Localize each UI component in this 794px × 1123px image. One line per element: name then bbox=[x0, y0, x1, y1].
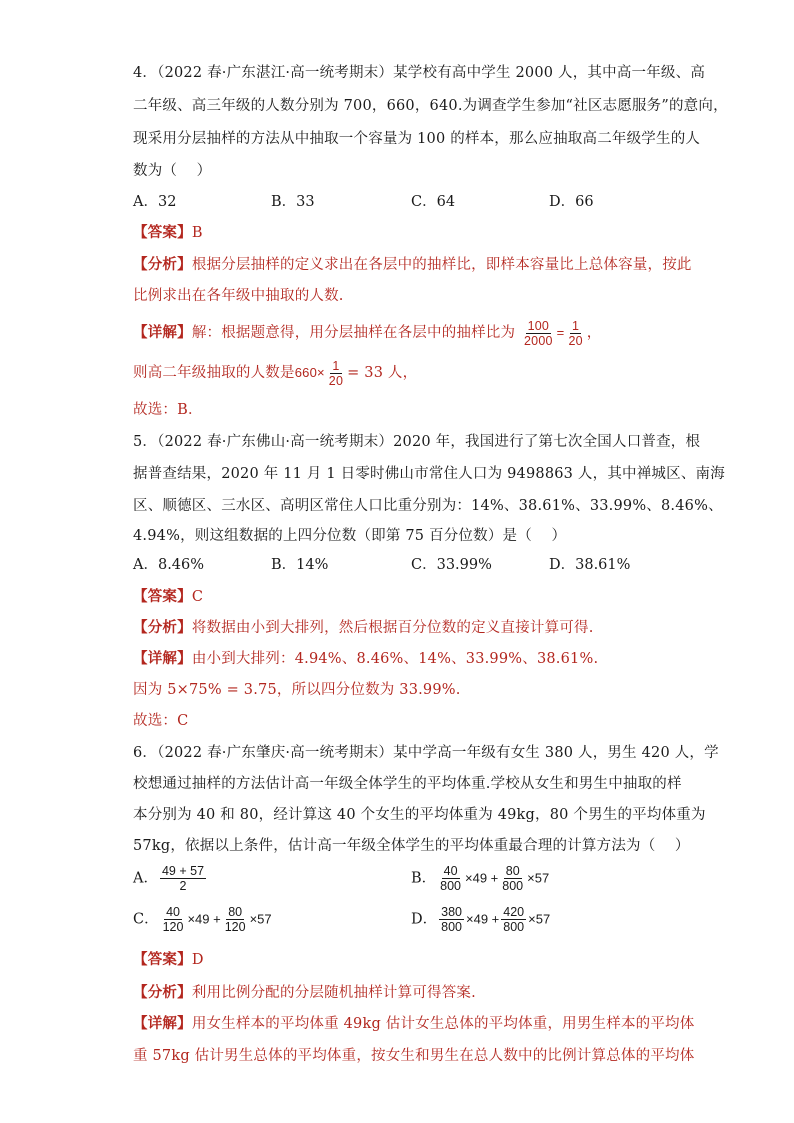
q5-option-a: A．8.46% bbox=[133, 557, 205, 573]
q6-option-b: B． $\frac{40}{800}$ ×49 + $\frac{80}{800}$ ×57 bbox=[411, 864, 550, 893]
q4-line-3: 现采用分层抽样的方法从中抽取一个容量为 100 的样本，那么应抽取高二年级学生的人 bbox=[133, 131, 701, 147]
q5-analysis: 【分析】将数据由小到大排列，然后根据百分位数的定义直接计算可得. bbox=[133, 619, 594, 636]
detail-tag: 【详解】 bbox=[133, 324, 192, 341]
q6-analysis: 【分析】利用比例分配的分层随机抽样计算可得答案. bbox=[133, 984, 476, 1001]
analysis-text-1: 根据分层抽样的定义求出在各层中的抽样比，即样本容量比上总体容量，按此 bbox=[191, 257, 692, 273]
q6-option-d: D． $\frac{380}{800}$ ×49 + $\frac{420}{800}$ ×57 bbox=[411, 905, 551, 934]
q5-option-d: D．38.61% bbox=[549, 557, 631, 573]
q4-option-a: A．32 bbox=[133, 194, 177, 210]
q4-detail-2: 则高二年级抽取的人数是660× $\frac{1}{20}$ = 33 人， bbox=[133, 358, 418, 388]
q5-detail-2: 因为 5×75% = 3.75，所以四分位数为 33.99%. bbox=[133, 682, 461, 698]
q4-line-4: 数为（ ） bbox=[133, 163, 212, 179]
q4-analysis-2: 比例求出在各年级中抽取的人数. bbox=[133, 288, 344, 304]
q4-line-1: 4．（2022 春·广东湛江·高一统考期末）某学校有高中学生 2000 人，其中高一年级、高 bbox=[133, 65, 706, 81]
q6-answer: 【答案】D bbox=[133, 951, 204, 968]
q5-option-c: C．33.99% bbox=[411, 557, 492, 573]
q6-detail-2: 重 57kg 估计男生总体的平均体重，按女生和男生在总人数中的比例计算总体的平均体 bbox=[133, 1048, 695, 1064]
q5-line-4: 4.94%，则这组数据的上四分位数（即第 75 百分位数）是（ ） bbox=[133, 528, 567, 544]
fraction-100-2000: $\frac{100}{2000}$ bbox=[524, 318, 553, 348]
q6-line-1: 6．（2022 春·广东肇庆·高一统考期末）某中学高一年级有女生 380 人，男生 420 人，学 bbox=[133, 745, 719, 761]
q4-choice: 故选：B． bbox=[133, 402, 203, 418]
q4-option-c: C．64 bbox=[411, 194, 456, 210]
q4-option-b: B．33 bbox=[271, 194, 315, 210]
q4-detail: 【详解】解：根据题意得，用分层抽样在各层中的抽样比为 $\frac{100}{2000}$ = $\frac{1}{20}$ ， bbox=[133, 318, 602, 348]
q5-answer: 【答案】C bbox=[133, 588, 204, 605]
answer-tag: 【答案】 bbox=[133, 224, 192, 241]
q6-detail: 【详解】用女生样本的平均体重 49kg 估计女生总体的平均体重，用男生样本的平均体 bbox=[133, 1015, 695, 1032]
q5-detail: 【详解】由小到大排列：4.94%、8.46%、14%、33.99%、38.61%. bbox=[133, 650, 599, 667]
q6-option-c: C． $\frac{40}{120}$ ×49 + $\frac{80}{120}$ ×57 bbox=[133, 905, 272, 934]
q4-answer bbox=[133, 223, 663, 243]
q4-line-2: 二年级、高三年级的人数分别为 700，660，640.为调查学生参加“社区志愿服务”的意向， bbox=[133, 98, 728, 114]
q5-choice: 故选：C bbox=[133, 713, 189, 729]
q5-line-1: 5．（2022 春·广东佛山·高一统考期末）2020 年，我国进行了第七次全国人口普查，根 bbox=[133, 434, 701, 450]
q4-option-d: D．66 bbox=[549, 194, 594, 210]
q5-option-b: B．14% bbox=[271, 557, 329, 573]
q6-line-4: 57kg，依据以上条件，估计高一年级全体学生的平均体重最合理的计算方法为（ ） bbox=[133, 838, 690, 854]
analysis-tag: 【分析】 bbox=[133, 256, 192, 273]
q6-line-3: 本分别为 40 和 80，经计算这 40 个女生的平均体重为 49kg，80 个男生的平均体重为 bbox=[133, 807, 706, 823]
q5-line-2: 据普查结果，2020 年 11 月 1 日零时佛山市常住人口为 9498863 人，其中禅城区、南海 bbox=[133, 466, 725, 482]
q6-line-2: 校想通过抽样的方法估计高一年级全体学生的平均体重.学校从女生和男生中抽取的样 bbox=[133, 776, 682, 792]
fraction-1-20-b: $\frac{1}{20}$ bbox=[328, 358, 344, 388]
detail-text: 解：根据题意得，用分层抽样在各层中的抽样比为 bbox=[191, 325, 516, 341]
answer-value: B bbox=[191, 225, 203, 241]
q6-option-a: A． $\frac{49 + 57}{2}$ bbox=[133, 864, 205, 893]
q4-analysis bbox=[133, 255, 692, 275]
q5-line-3: 区、顺德区、三水区、高明区常住人口比重分别为：14%、38.61%、33.99%、8.46%、 bbox=[133, 498, 723, 514]
fraction-1-20: $\frac{1}{20}$ bbox=[568, 318, 583, 348]
